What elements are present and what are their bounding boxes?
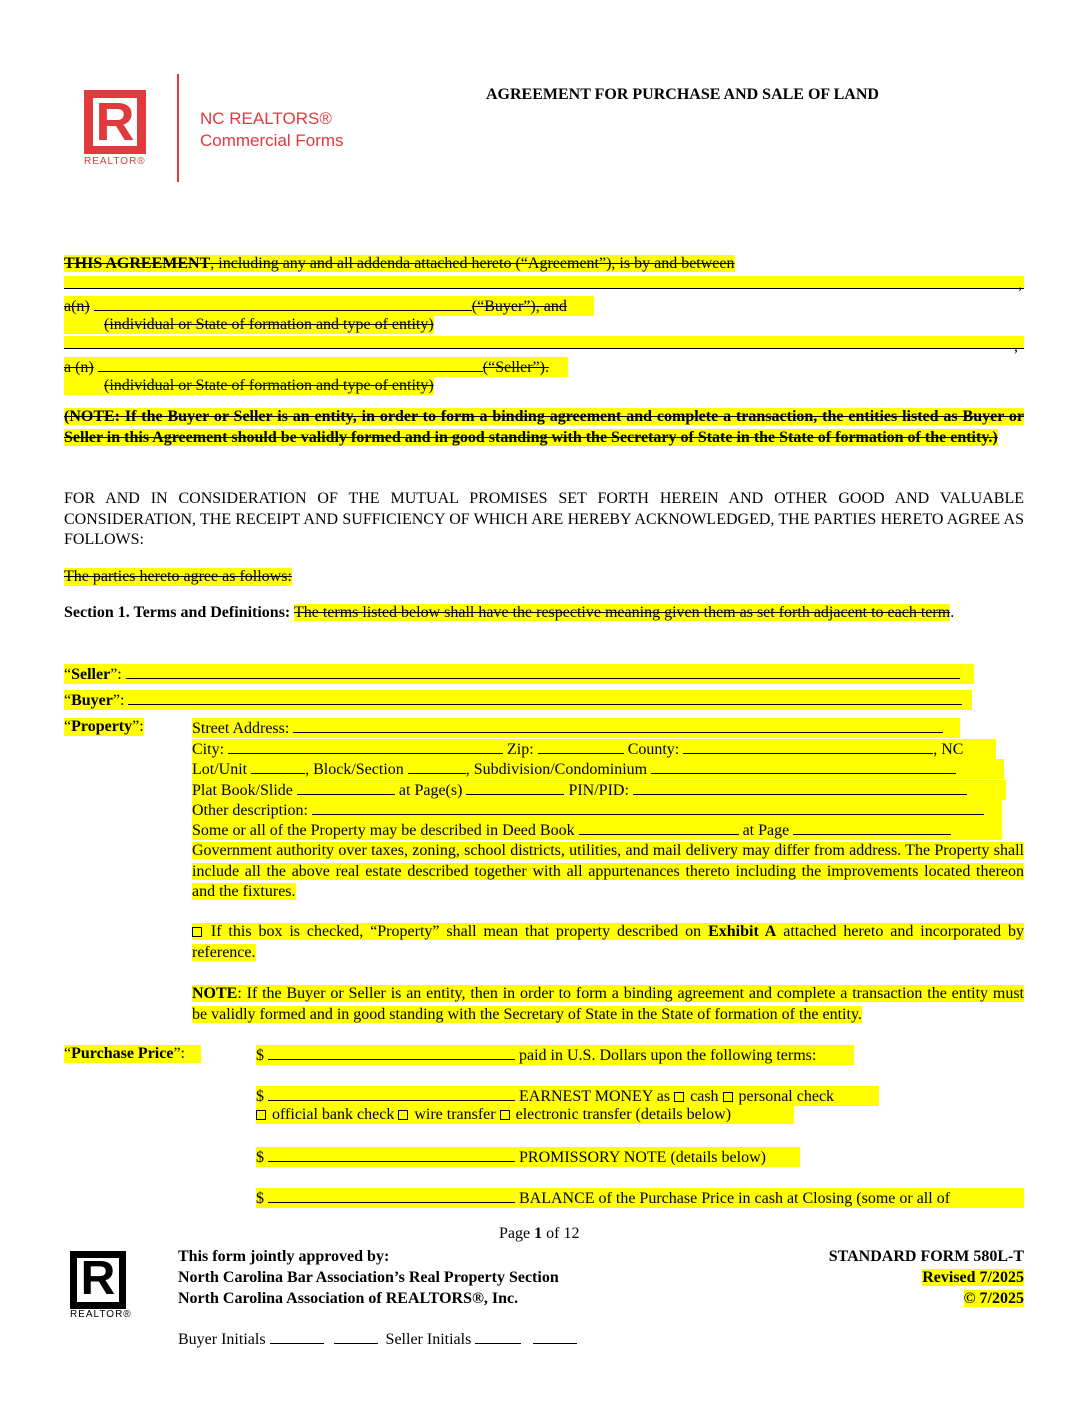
dollar-sign: $ bbox=[256, 1047, 264, 1064]
balance-blank[interactable] bbox=[268, 1188, 515, 1203]
property-term-label: Property bbox=[71, 718, 133, 735]
buyer-blank[interactable] bbox=[128, 690, 962, 705]
gov-authority bbox=[192, 841, 1024, 903]
copyright: © 7/2025 bbox=[963, 1290, 1024, 1307]
dollar-sign-2: $ bbox=[256, 1088, 264, 1105]
agreement-lead-rest: , including any and all addenda attached hereto (“Agreement”), is by and between bbox=[210, 255, 735, 272]
party1-blank[interactable] bbox=[64, 276, 1024, 289]
logo-subtitle: REALTOR® bbox=[84, 156, 146, 167]
dollar-sign-4: $ bbox=[256, 1190, 264, 1207]
state-label: , NC bbox=[933, 741, 964, 758]
pin-blank[interactable] bbox=[633, 780, 967, 795]
note-bold: NOTE bbox=[192, 985, 238, 1002]
term-buyer: “Buyer”: bbox=[64, 690, 972, 710]
document-title: AGREEMENT FOR PURCHASE AND SALE OF LAND bbox=[486, 86, 879, 103]
earnest-line bbox=[256, 1086, 879, 1106]
logo-glyph: R bbox=[95, 92, 135, 152]
other-line bbox=[192, 800, 1002, 820]
plat-blank[interactable] bbox=[297, 780, 395, 795]
deed-book-blank[interactable] bbox=[579, 820, 739, 835]
street-line bbox=[192, 718, 960, 738]
price-line bbox=[256, 1045, 854, 1065]
personal-check-checkbox[interactable] bbox=[723, 1092, 733, 1102]
buyer-line bbox=[64, 296, 594, 316]
initials-line bbox=[178, 1329, 577, 1349]
page-prefix: Page bbox=[499, 1225, 531, 1242]
seller-suffix: (“Seller”). bbox=[482, 359, 549, 376]
zip-label: Zip: bbox=[507, 741, 534, 758]
earnest-blank[interactable] bbox=[268, 1086, 515, 1101]
footer-logo-subtitle: REALTOR® bbox=[70, 1309, 132, 1320]
balance-label: BALANCE of the Purchase Price in cash at Closing (some or all of bbox=[519, 1190, 951, 1207]
buyer-initials-blank-2[interactable] bbox=[334, 1329, 378, 1344]
at-pages-label: at Page(s) bbox=[398, 782, 463, 799]
promissory-blank[interactable] bbox=[268, 1147, 515, 1162]
seller-line bbox=[64, 357, 568, 377]
comma: , bbox=[1018, 276, 1022, 293]
page-of: of 12 bbox=[546, 1225, 580, 1242]
plat-label: Plat Book/Slide bbox=[192, 782, 293, 799]
promissory-line bbox=[256, 1147, 800, 1167]
buyer-prefix: a(n) bbox=[64, 298, 90, 315]
approved-by: This form jointly approved by: bbox=[178, 1248, 390, 1265]
comma2: , bbox=[1014, 338, 1018, 355]
buyer-initials-label: Buyer Initials bbox=[178, 1331, 266, 1348]
pin-label: PIN/PID: bbox=[568, 782, 629, 799]
county-blank[interactable] bbox=[683, 739, 933, 754]
price-blank[interactable] bbox=[268, 1045, 515, 1060]
cash-label: cash bbox=[690, 1088, 719, 1105]
pages-blank[interactable] bbox=[466, 780, 564, 795]
seller-initials-label: Seller Initials bbox=[385, 1331, 472, 1348]
seller-blank[interactable] bbox=[126, 664, 960, 679]
buyer-entity-blank[interactable] bbox=[94, 296, 472, 311]
logo-divider bbox=[177, 74, 179, 182]
party2-blank[interactable] bbox=[64, 336, 1024, 349]
gov-authority-text: Government authority over taxes, zoning, school districts, utilities, and mail delivery may differ from address. The Property shall include all the above real estate described together with all appurtenances thereto including the improvements located thereon and the fixtures. bbox=[192, 842, 1024, 900]
buyer-initials-blank-1[interactable] bbox=[270, 1329, 324, 1344]
term-property: “Property”: bbox=[64, 718, 144, 735]
bank-check-label: official bank check bbox=[272, 1106, 395, 1123]
brand-line1: NC REALTORS® bbox=[200, 109, 332, 128]
bank-check-checkbox[interactable] bbox=[256, 1110, 266, 1120]
seller-entity-blank[interactable] bbox=[98, 357, 483, 372]
balance-line bbox=[256, 1188, 1024, 1208]
realtor-logo-mark bbox=[84, 90, 146, 154]
bar-association: North Carolina Bar Association’s Real Property Section bbox=[178, 1269, 559, 1286]
brand-line2: Commercial Forms bbox=[200, 131, 344, 150]
block-label: , Block/Section bbox=[305, 761, 404, 778]
note-text: : If the Buyer or Seller is an entity, then in order to form a binding agreement and complete a transaction the entity must be validly formed and in good standing with the Secretary of State in the State of formation of the entity. bbox=[192, 985, 1024, 1023]
exhibit-a-option bbox=[192, 922, 1024, 963]
at-page-label: at Page bbox=[742, 822, 790, 839]
seller-term-label: Seller bbox=[71, 666, 111, 683]
city-label: City: bbox=[192, 741, 225, 758]
block-blank[interactable] bbox=[408, 759, 466, 774]
other-blank[interactable] bbox=[312, 800, 984, 815]
footer-realtor-logo bbox=[70, 1251, 126, 1309]
county-label: County: bbox=[627, 741, 680, 758]
brand-text bbox=[200, 108, 344, 152]
exhibit-post: attached hereto and incorporated by reference. bbox=[192, 923, 1024, 961]
exhibit-bold: Exhibit A bbox=[708, 923, 777, 940]
lot-label: Lot/Unit bbox=[192, 761, 248, 778]
promissory-label: PROMISSORY NOTE (details below) bbox=[519, 1149, 766, 1166]
section1-title: Section 1. Terms and Definitions: bbox=[64, 604, 291, 621]
seller-initials-blank-1[interactable] bbox=[475, 1329, 521, 1344]
entity-note-bold bbox=[64, 407, 1024, 448]
form-number: STANDARD FORM 580L-T bbox=[828, 1248, 1024, 1265]
personal-check-label: personal check bbox=[738, 1088, 835, 1105]
city-line bbox=[192, 739, 996, 759]
plat-line bbox=[192, 780, 1006, 800]
price-terms: paid in U.S. Dollars upon the following terms: bbox=[519, 1047, 817, 1064]
exhibit-a-checkbox[interactable] bbox=[192, 927, 202, 937]
buyer-term-label: Buyer bbox=[71, 692, 113, 709]
electronic-transfer-label: electronic transfer (details below) bbox=[515, 1106, 732, 1123]
consideration-paragraph: FOR AND IN CONSIDERATION OF THE MUTUAL PROMISES SET FORTH HEREIN AND OTHER GOOD AND VALUABLE CONSIDERATION, THE RECEIPT AND SUFFICIENCY OF WHICH ARE HEREBY ACKNOWLEDGED, THE PARTIES HERETO AGREE AS FOLLOWS: bbox=[64, 490, 1024, 548]
parties-agree: The parties hereto agree as follows: bbox=[64, 568, 292, 585]
cash-checkbox[interactable] bbox=[674, 1092, 684, 1102]
subdivision-blank[interactable] bbox=[651, 759, 956, 774]
form-info bbox=[829, 1246, 1024, 1309]
street-label: Street Address: bbox=[192, 720, 290, 737]
city-blank[interactable] bbox=[228, 739, 503, 754]
page-num: 1 bbox=[534, 1225, 543, 1242]
purchase-price-label: Purchase Price bbox=[71, 1045, 174, 1062]
deed-line bbox=[192, 820, 1002, 840]
street-blank[interactable] bbox=[293, 718, 943, 733]
section1-struck: The terms listed below shall have the respective meaning given them as set forth adjacent to each term bbox=[293, 604, 951, 621]
payment-method-line bbox=[256, 1106, 794, 1124]
footer-logo-glyph: R bbox=[80, 1252, 116, 1305]
entity-note-para bbox=[192, 984, 1024, 1025]
deed-page-blank[interactable] bbox=[793, 820, 951, 835]
lot-blank[interactable] bbox=[251, 759, 305, 774]
entity-note-2: (individual or State of formation and type of entity) bbox=[64, 377, 434, 395]
electronic-transfer-checkbox[interactable] bbox=[500, 1110, 510, 1120]
earnest-label: EARNEST MONEY as bbox=[519, 1088, 671, 1105]
seller-prefix: a (n) bbox=[64, 359, 94, 376]
seller-initials-blank-2[interactable] bbox=[533, 1329, 577, 1344]
preamble-line bbox=[64, 255, 735, 273]
subdivision-label: , Subdivision/Condominium bbox=[465, 761, 648, 778]
entity-note-text: (NOTE: If the Buyer or Seller is an entity, in order to form a binding agreement and complete a transaction, the entities listed as Buyer or Seller in this Agreement should be validly formed and in good standing with the Secretary of State in the State of formation of the entity.) bbox=[64, 408, 1024, 446]
revised-date: Revised 7/2025 bbox=[922, 1269, 1024, 1286]
deed-book-label: Some or all of the Property may be described in Deed Book bbox=[192, 822, 575, 839]
entity-note-1: (individual or State of formation and type of entity) bbox=[64, 316, 434, 334]
approval-block bbox=[178, 1246, 559, 1309]
term-purchase-price: “Purchase Price”: bbox=[64, 1045, 201, 1063]
agreement-lead: THIS AGREEMENT bbox=[64, 255, 211, 272]
term-seller: “Seller”: bbox=[64, 664, 974, 684]
zip-blank[interactable] bbox=[538, 739, 624, 754]
realtors-association: North Carolina Association of REALTORS®, Inc. bbox=[178, 1290, 519, 1307]
lot-line bbox=[192, 759, 1004, 779]
wire-transfer-checkbox[interactable] bbox=[398, 1110, 408, 1120]
other-label: Other description: bbox=[192, 802, 308, 819]
buyer-suffix: (“Buyer”), and bbox=[471, 298, 567, 315]
page-number bbox=[499, 1225, 579, 1243]
section1-heading: Section 1. Terms and Definitions: The terms listed below shall have the respective meaning given them as set forth adjacent to each term. bbox=[64, 604, 955, 621]
dollar-sign-3: $ bbox=[256, 1149, 264, 1166]
wire-transfer-label: wire transfer bbox=[414, 1106, 496, 1123]
exhibit-pre: If this box is checked, “Property” shall mean that property described on bbox=[210, 923, 702, 940]
